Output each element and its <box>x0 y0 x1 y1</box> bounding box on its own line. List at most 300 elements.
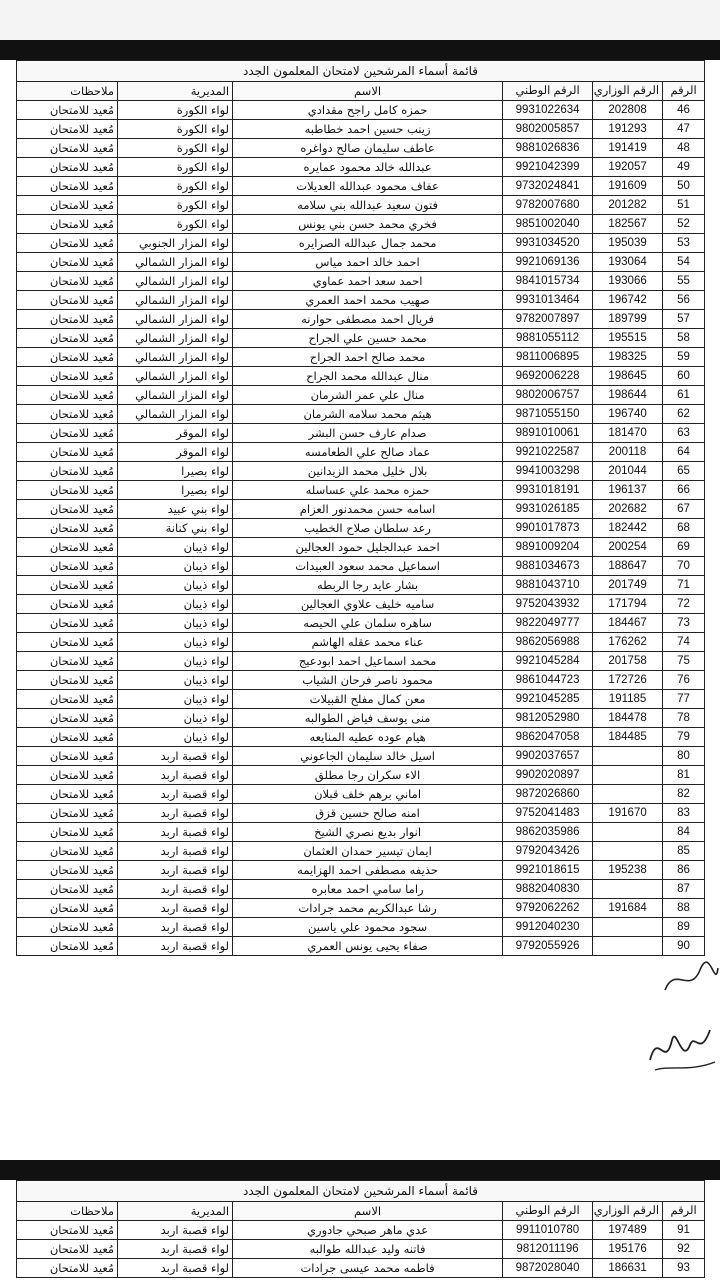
table-row <box>17 272 705 291</box>
cell-num: 86 <box>663 861 705 880</box>
cell-ministry-number <box>593 747 663 766</box>
cell-notes: مُعيد للامتحان <box>17 348 118 367</box>
table-row <box>17 842 705 861</box>
cell-ministry-number <box>593 766 663 785</box>
cell-name: الاء سكران رجا مطلق <box>233 766 503 785</box>
cell-national-number: 9881043710 <box>503 576 593 595</box>
cell-directorate: لواء قصبة اربد <box>118 804 233 823</box>
cell-num: 67 <box>663 500 705 519</box>
header-num: الرقم <box>663 82 705 101</box>
cell-notes: مُعيد للامتحان <box>17 253 118 272</box>
cell-name: رعد سلطان صلاح الخطيب <box>233 519 503 538</box>
cell-national-number: 9792055926 <box>503 937 593 956</box>
cell-notes: مُعيد للامتحان <box>17 101 118 120</box>
cell-directorate: لواء المزار الشمالي <box>118 253 233 272</box>
table-row <box>17 215 705 234</box>
table-row <box>17 481 705 500</box>
cell-directorate: لواء بصيرا <box>118 462 233 481</box>
cell-num: 74 <box>663 633 705 652</box>
cell-ministry-number: 201282 <box>593 196 663 215</box>
cell-name: محمد جمال عبدالله الصرايره <box>233 234 503 253</box>
cell-name: محمد اسماعيل احمد ابودعيج <box>233 652 503 671</box>
cell-directorate: لواء الكورة <box>118 158 233 177</box>
cell-num: 79 <box>663 728 705 747</box>
cell-name: صدام عارف حسن البشر <box>233 424 503 443</box>
cell-notes: مُعيد للامتحان <box>17 1259 118 1278</box>
cell-directorate: لواء ذيبان <box>118 652 233 671</box>
cell-national-number: 9851002040 <box>503 215 593 234</box>
cell-national-number: 9931034520 <box>503 234 593 253</box>
cell-ministry-number: 196137 <box>593 481 663 500</box>
cell-num: 68 <box>663 519 705 538</box>
cell-ministry-number: 191609 <box>593 177 663 196</box>
cell-national-number: 9921045284 <box>503 652 593 671</box>
table-row <box>17 101 705 120</box>
cell-num: 53 <box>663 234 705 253</box>
cell-name: عناء محمد عقله الهاشم <box>233 633 503 652</box>
cell-num: 91 <box>663 1221 705 1240</box>
cell-ministry-number: 196742 <box>593 291 663 310</box>
cell-num: 73 <box>663 614 705 633</box>
cell-num: 85 <box>663 842 705 861</box>
cell-ministry-number: 193066 <box>593 272 663 291</box>
cell-directorate: لواء قصبة اربد <box>118 1259 233 1278</box>
cell-national-number: 9891009204 <box>503 538 593 557</box>
cell-national-number: 9931022634 <box>503 101 593 120</box>
cell-num: 59 <box>663 348 705 367</box>
cell-ministry-number: 189799 <box>593 310 663 329</box>
cell-notes: مُعيد للامتحان <box>17 880 118 899</box>
cell-national-number: 9921045285 <box>503 690 593 709</box>
cell-notes: مُعيد للامتحان <box>17 405 118 424</box>
cell-name: اسامه حسن محمدنور العزام <box>233 500 503 519</box>
cell-national-number: 9732024841 <box>503 177 593 196</box>
cell-name: صفاء يحيى يونس العمري <box>233 937 503 956</box>
cell-num: 55 <box>663 272 705 291</box>
header-num: الرقم <box>663 1202 705 1221</box>
cell-ministry-number: 198645 <box>593 367 663 386</box>
cell-directorate: لواء قصبة اربد <box>118 766 233 785</box>
cell-ministry-number: 188647 <box>593 557 663 576</box>
cell-national-number: 9902020897 <box>503 766 593 785</box>
cell-name: صهيب محمد احمد العمري <box>233 291 503 310</box>
page-break-border <box>0 1160 720 1180</box>
cell-name: انوار بديع نصري الشيخ <box>233 823 503 842</box>
cell-name: احمد سعد احمد عماوي <box>233 272 503 291</box>
cell-name: فاطمه محمد عيسى جرادات <box>233 1259 503 1278</box>
cell-directorate: لواء ذيبان <box>118 614 233 633</box>
cell-ministry-number: 202682 <box>593 500 663 519</box>
cell-ministry-number: 191684 <box>593 899 663 918</box>
table-row <box>17 899 705 918</box>
cell-directorate: لواء ذيبان <box>118 557 233 576</box>
cell-directorate: لواء الموقر <box>118 443 233 462</box>
cell-name: بلال خليل محمد الزيدانين <box>233 462 503 481</box>
candidates-table <box>16 60 705 956</box>
cell-num: 89 <box>663 918 705 937</box>
cell-notes: مُعيد للامتحان <box>17 234 118 253</box>
cell-national-number: 9891010061 <box>503 424 593 443</box>
table-row <box>17 633 705 652</box>
cell-name: هيام عوده عطيه المنايعه <box>233 728 503 747</box>
cell-directorate: لواء الكورة <box>118 177 233 196</box>
cell-notes: مُعيد للامتحان <box>17 424 118 443</box>
cell-ministry-number: 201044 <box>593 462 663 481</box>
cell-directorate: لواء بصيرا <box>118 481 233 500</box>
cell-notes: مُعيد للامتحان <box>17 272 118 291</box>
cell-name: احمد خالد احمد مياس <box>233 253 503 272</box>
header-national-number: الرقم الوطني <box>503 1202 593 1221</box>
cell-notes: مُعيد للامتحان <box>17 595 118 614</box>
cell-directorate: لواء قصبة اربد <box>118 1221 233 1240</box>
cell-national-number: 9862035986 <box>503 823 593 842</box>
cell-num: 87 <box>663 880 705 899</box>
cell-name: احمد عبدالجليل حمود العجالين <box>233 538 503 557</box>
cell-name: هيثم محمد سلامه الشرمان <box>233 405 503 424</box>
table-row <box>17 329 705 348</box>
cell-directorate: لواء المزار الشمالي <box>118 272 233 291</box>
cell-notes: مُعيد للامتحان <box>17 215 118 234</box>
cell-national-number: 9752041483 <box>503 804 593 823</box>
cell-directorate: لواء المزار الشمالي <box>118 367 233 386</box>
header-national-number: الرقم الوطني <box>503 82 593 101</box>
cell-directorate: لواء قصبة اربد <box>118 842 233 861</box>
cell-notes: مُعيد للامتحان <box>17 367 118 386</box>
cell-num: 46 <box>663 101 705 120</box>
cell-directorate: لواء قصبة اربد <box>118 1240 233 1259</box>
cell-notes: مُعيد للامتحان <box>17 804 118 823</box>
cell-ministry-number: 191185 <box>593 690 663 709</box>
cell-name: راما سامي احمد معابره <box>233 880 503 899</box>
cell-national-number: 9812052980 <box>503 709 593 728</box>
cell-num: 62 <box>663 405 705 424</box>
cell-directorate: لواء المزار الشمالي <box>118 329 233 348</box>
cell-directorate: لواء بني كنانة <box>118 519 233 538</box>
table-row <box>17 253 705 272</box>
cell-national-number: 9862047058 <box>503 728 593 747</box>
table-row <box>17 348 705 367</box>
table-row <box>17 880 705 899</box>
table-row <box>17 937 705 956</box>
cell-num: 75 <box>663 652 705 671</box>
cell-num: 88 <box>663 899 705 918</box>
table-row <box>17 766 705 785</box>
cell-name: منال علي عمر الشرمان <box>233 386 503 405</box>
cell-notes: مُعيد للامتحان <box>17 329 118 348</box>
cell-national-number: 9812011196 <box>503 1240 593 1259</box>
cell-notes: مُعيد للامتحان <box>17 861 118 880</box>
cell-num: 48 <box>663 139 705 158</box>
cell-notes: مُعيد للامتحان <box>17 177 118 196</box>
cell-name: ساميه خليف علاوي العجالين <box>233 595 503 614</box>
table-row <box>17 671 705 690</box>
cell-ministry-number <box>593 937 663 956</box>
table-row <box>17 158 705 177</box>
table-row <box>17 177 705 196</box>
cell-directorate: لواء ذيبان <box>118 595 233 614</box>
cell-ministry-number: 181470 <box>593 424 663 443</box>
page-top-border <box>0 40 720 60</box>
header-notes: ملاحظات <box>17 82 118 101</box>
cell-notes: مُعيد للامتحان <box>17 291 118 310</box>
cell-num: 64 <box>663 443 705 462</box>
header-ministry-number: الرقم الوزاري <box>593 82 663 101</box>
cell-notes: مُعيد للامتحان <box>17 196 118 215</box>
handwritten-mark <box>660 960 720 1000</box>
cell-name: محمد صالح احمد الجراح <box>233 348 503 367</box>
table-row <box>17 728 705 747</box>
cell-notes: مُعيد للامتحان <box>17 899 118 918</box>
cell-notes: مُعيد للامتحان <box>17 538 118 557</box>
cell-name: اسماعيل محمد سعود العبيدات <box>233 557 503 576</box>
table-row <box>17 405 705 424</box>
cell-national-number: 9872028040 <box>503 1259 593 1278</box>
cell-directorate: لواء الكورة <box>118 215 233 234</box>
cell-national-number: 9921022587 <box>503 443 593 462</box>
cell-num: 58 <box>663 329 705 348</box>
cell-num: 76 <box>663 671 705 690</box>
cell-directorate: لواء قصبة اربد <box>118 899 233 918</box>
cell-name: زينب حسين احمد خطاطبه <box>233 120 503 139</box>
cell-num: 65 <box>663 462 705 481</box>
cell-notes: مُعيد للامتحان <box>17 120 118 139</box>
cell-notes: مُعيد للامتحان <box>17 747 118 766</box>
header-directorate: المديرية <box>118 1202 233 1221</box>
cell-notes: مُعيد للامتحان <box>17 576 118 595</box>
table-row <box>17 386 705 405</box>
cell-directorate: لواء المزار الشمالي <box>118 386 233 405</box>
cell-directorate: لواء قصبة اربد <box>118 880 233 899</box>
cell-name: فتون سعيد عبدالله بني سلامه <box>233 196 503 215</box>
cell-notes: مُعيد للامتحان <box>17 481 118 500</box>
cell-name: فخري محمد حسن بني يونس <box>233 215 503 234</box>
cell-notes: مُعيد للامتحان <box>17 139 118 158</box>
cell-name: محمود ناصر فرحان الشياب <box>233 671 503 690</box>
cell-ministry-number: 191293 <box>593 120 663 139</box>
cell-notes: مُعيد للامتحان <box>17 158 118 177</box>
header-notes: ملاحظات <box>17 1202 118 1221</box>
table-row <box>17 462 705 481</box>
cell-national-number: 9941003298 <box>503 462 593 481</box>
cell-notes: مُعيد للامتحان <box>17 500 118 519</box>
cell-num: 66 <box>663 481 705 500</box>
cell-directorate: لواء ذيبان <box>118 690 233 709</box>
candidates-table-continued <box>16 1180 705 1278</box>
table-row <box>17 747 705 766</box>
cell-national-number: 9811006895 <box>503 348 593 367</box>
cell-national-number: 9902037657 <box>503 747 593 766</box>
cell-num: 54 <box>663 253 705 272</box>
cell-ministry-number: 186631 <box>593 1259 663 1278</box>
top-background <box>0 0 720 40</box>
cell-num: 50 <box>663 177 705 196</box>
cell-national-number: 9921018615 <box>503 861 593 880</box>
cell-national-number: 9921069136 <box>503 253 593 272</box>
cell-directorate: لواء الكورة <box>118 101 233 120</box>
cell-directorate: لواء المزار الشمالي <box>118 291 233 310</box>
cell-directorate: لواء قصبة اربد <box>118 823 233 842</box>
cell-num: 83 <box>663 804 705 823</box>
cell-national-number: 9881026836 <box>503 139 593 158</box>
cell-directorate: لواء قصبة اربد <box>118 937 233 956</box>
cell-notes: مُعيد للامتحان <box>17 443 118 462</box>
cell-notes: مُعيد للامتحان <box>17 918 118 937</box>
table-row <box>17 538 705 557</box>
cell-notes: مُعيد للامتحان <box>17 462 118 481</box>
cell-directorate: لواء قصبة اربد <box>118 785 233 804</box>
cell-national-number: 9862056988 <box>503 633 593 652</box>
cell-notes: مُعيد للامتحان <box>17 728 118 747</box>
cell-national-number: 9782007897 <box>503 310 593 329</box>
cell-ministry-number: 172726 <box>593 671 663 690</box>
cell-notes: مُعيد للامتحان <box>17 823 118 842</box>
cell-notes: مُعيد للامتحان <box>17 386 118 405</box>
table-row <box>17 367 705 386</box>
cell-national-number: 9901017873 <box>503 519 593 538</box>
cell-notes: مُعيد للامتحان <box>17 766 118 785</box>
cell-notes: مُعيد للامتحان <box>17 1221 118 1240</box>
cell-national-number: 9881034673 <box>503 557 593 576</box>
cell-ministry-number: 191419 <box>593 139 663 158</box>
table-row <box>17 519 705 538</box>
cell-directorate: لواء قصبة اربد <box>118 747 233 766</box>
cell-notes: مُعيد للامتحان <box>17 310 118 329</box>
cell-directorate: لواء ذيبان <box>118 728 233 747</box>
cell-name: عماد صالح علي الطعامسه <box>233 443 503 462</box>
cell-ministry-number: 176262 <box>593 633 663 652</box>
cell-num: 72 <box>663 595 705 614</box>
cell-name: بشار عايد رجا الربطه <box>233 576 503 595</box>
cell-ministry-number: 201749 <box>593 576 663 595</box>
cell-notes: مُعيد للامتحان <box>17 709 118 728</box>
cell-national-number: 9782007680 <box>503 196 593 215</box>
cell-num: 57 <box>663 310 705 329</box>
cell-national-number: 9752043932 <box>503 595 593 614</box>
cell-national-number: 9881055112 <box>503 329 593 348</box>
cell-national-number: 9871055150 <box>503 405 593 424</box>
table-row <box>17 1221 705 1240</box>
cell-directorate: لواء قصبة اربد <box>118 861 233 880</box>
cell-national-number: 9931013464 <box>503 291 593 310</box>
table-row <box>17 310 705 329</box>
cell-ministry-number: 184467 <box>593 614 663 633</box>
cell-directorate: لواء ذيبان <box>118 576 233 595</box>
cell-national-number: 9911010780 <box>503 1221 593 1240</box>
cell-num: 93 <box>663 1259 705 1278</box>
cell-national-number: 9921042399 <box>503 158 593 177</box>
cell-national-number: 9802005857 <box>503 120 593 139</box>
cell-directorate: لواء المزار الشمالي <box>118 405 233 424</box>
cell-notes: مُعيد للامتحان <box>17 690 118 709</box>
signature-icon <box>640 1010 720 1080</box>
cell-num: 60 <box>663 367 705 386</box>
cell-name: عاطف سليمان صالح دواغره <box>233 139 503 158</box>
cell-num: 69 <box>663 538 705 557</box>
table-title-continued: قائمة أسماء المرشحين لامتحان المعلمون الجدد <box>17 1181 705 1202</box>
cell-ministry-number <box>593 918 663 937</box>
cell-directorate: لواء ذيبان <box>118 671 233 690</box>
cell-name: اماني برهم خلف قبلان <box>233 785 503 804</box>
cell-num: 82 <box>663 785 705 804</box>
cell-num: 90 <box>663 937 705 956</box>
cell-num: 80 <box>663 747 705 766</box>
cell-national-number: 9841015734 <box>503 272 593 291</box>
cell-national-number: 9792062262 <box>503 899 593 918</box>
cell-name: حمزه كامل راجح مقدادي <box>233 101 503 120</box>
cell-ministry-number: 182442 <box>593 519 663 538</box>
cell-ministry-number: 195515 <box>593 329 663 348</box>
cell-national-number: 9931018191 <box>503 481 593 500</box>
cell-num: 56 <box>663 291 705 310</box>
table-row <box>17 196 705 215</box>
table-row <box>17 291 705 310</box>
cell-ministry-number <box>593 823 663 842</box>
cell-num: 49 <box>663 158 705 177</box>
cell-national-number: 9882040830 <box>503 880 593 899</box>
table-header-row <box>17 82 705 101</box>
cell-name: عبدالله خالد محمود عمايره <box>233 158 503 177</box>
cell-ministry-number: 195039 <box>593 234 663 253</box>
cell-ministry-number: 202808 <box>593 101 663 120</box>
table-row <box>17 690 705 709</box>
cell-notes: مُعيد للامتحان <box>17 519 118 538</box>
cell-ministry-number: 200254 <box>593 538 663 557</box>
cell-ministry-number: 182567 <box>593 215 663 234</box>
table-row <box>17 595 705 614</box>
cell-ministry-number: 191670 <box>593 804 663 823</box>
cell-directorate: لواء الموقر <box>118 424 233 443</box>
cell-directorate: لواء المزار الشمالي <box>118 348 233 367</box>
cell-name: ايمان تيسير حمدان العثمان <box>233 842 503 861</box>
cell-notes: مُعيد للامتحان <box>17 614 118 633</box>
cell-notes: مُعيد للامتحان <box>17 557 118 576</box>
cell-name: امنه صالح حسين قزق <box>233 804 503 823</box>
table-row <box>17 1240 705 1259</box>
cell-notes: مُعيد للامتحان <box>17 842 118 861</box>
cell-name: اسيل خالد سليمان الجاعوني <box>233 747 503 766</box>
cell-ministry-number: 200118 <box>593 443 663 462</box>
cell-num: 78 <box>663 709 705 728</box>
cell-name: معن كمال مفلح القبيلات <box>233 690 503 709</box>
cell-directorate: لواء الكورة <box>118 139 233 158</box>
table-row <box>17 785 705 804</box>
cell-directorate: لواء المزار الشمالي <box>118 310 233 329</box>
cell-name: فاتنه وليد عبدالله طوالبه <box>233 1240 503 1259</box>
cell-num: 77 <box>663 690 705 709</box>
cell-national-number: 9802006757 <box>503 386 593 405</box>
cell-ministry-number: 195238 <box>593 861 663 880</box>
cell-notes: مُعيد للامتحان <box>17 633 118 652</box>
cell-name: منال عبدالله محمد الجراح <box>233 367 503 386</box>
header-name: الاسم <box>233 82 503 101</box>
cell-num: 70 <box>663 557 705 576</box>
cell-notes: مُعيد للامتحان <box>17 1240 118 1259</box>
table-header-row-continued <box>17 1202 705 1221</box>
cell-name: رشا عبدالكريم محمد جرادات <box>233 899 503 918</box>
cell-ministry-number: 197489 <box>593 1221 663 1240</box>
cell-notes: مُعيد للامتحان <box>17 785 118 804</box>
table-row <box>17 234 705 253</box>
cell-num: 63 <box>663 424 705 443</box>
table-row <box>17 443 705 462</box>
cell-ministry-number: 171794 <box>593 595 663 614</box>
cell-num: 71 <box>663 576 705 595</box>
cell-directorate: لواء ذيبان <box>118 633 233 652</box>
cell-ministry-number: 195176 <box>593 1240 663 1259</box>
cell-name: ساهره سلمان علي الحيصه <box>233 614 503 633</box>
table-row <box>17 652 705 671</box>
table-row <box>17 861 705 880</box>
